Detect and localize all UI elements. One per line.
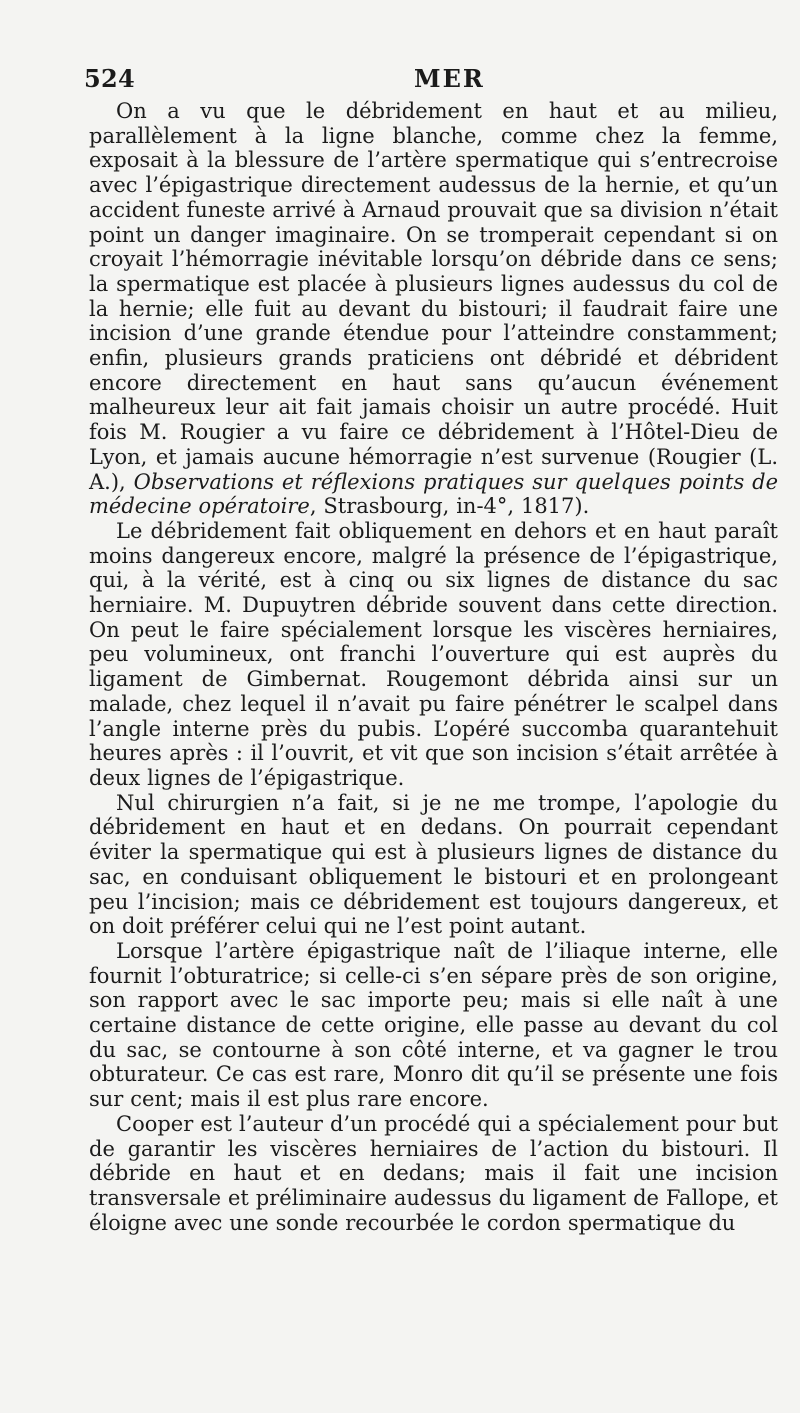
paragraph-1-tail: , Strasbourg, in-4°, 1817). [309,494,590,519]
paragraph-3: Nul chirurgien n’a fait, si je ne me trompe, l’apologie du débridement en haut et en dedans. On pourrait cependant éviter la spermatique qui est à plusieurs lignes de distance du sac, en conduisant obliquement le bistouri et en prolongeant peu l’incision; mais ce débridement est toujours dangereux, et on doit préférer celui qui ne l’est point autant. [89,790,778,939]
paragraph-1 [89,99,778,519]
paragraph-1-italic-citation: Observations et réflexions pratiques sur quelques points de médecine opératoire [89,469,778,519]
running-head: MER [414,64,485,93]
page-number: 524 [84,64,135,93]
paragraph-4: Lorsque l’artère épigastrique naît de l’iliaque interne, elle fournit l’obturatrice; si celle-ci s’en sépare près de son origine, son rapport avec le sac importe peu; mais si elle naît à une certaine distance de cette origine, elle passe au devant du col du sac, se contourne à son côté interne, et va gagner le trou obturateur. Ce cas est rare, Monro dit qu’il se présente une fois sur cent; mais il est plus rare encore. [89,938,778,1112]
body-text [89,99,778,1235]
paragraph-5: Cooper est l’auteur d’un procédé qui a spécialement pour but de garantir les viscères herniaires de l’action du bistouri. Il débride en haut et en dedans; mais il fait une incision transversale et préliminaire audessus du ligament de Fallope, et éloigne avec une sonde recourbée le cordon spermatique du [89,1111,778,1235]
paragraph-1-text: On a vu que le débridement en haut et au milieu, parallèlement à la ligne blanche, comme chez la femme, exposait à la blessure de l’artère spermatique qui s’entrecroise avec l’épigastrique directement audessus de la hernie, et qu’un accident funeste arrivé à Arnaud prouvait que sa division n’était point un danger imaginaire. On se tromperait cependant si on croyait l’hémorragie inévitable lorsqu’on débride dans ce sens; la spermatique est placée à plusieurs lignes audessus du col de la hernie; elle fuit au devant du bistouri; il faudrait faire une incision d’une grande étendue pour l’atteindre constamment; enfin, plusieurs grands praticiens ont débridé et débrident encore directement en haut sans qu’aucun événement malheureux leur ait fait jamais choisir un autre procédé. Huit fois M. Rougier a vu faire ce débridement à l’Hôtel-Dieu de Lyon, et jamais aucune hémorragie n’est survenue (Rougier (L. A.), [89,99,778,494]
page-header [84,63,784,95]
paragraph-2: Le débridement fait obliquement en dehors et en haut paraît moins dangereux encore, malgré la présence de l’épigastrique, qui, à la vérité, est à cinq ou six lignes de distance du sac herniaire. M. Dupuytren débride souvent dans cette direction. On peut le faire spécialement lorsque les viscères herniaires, peu volumineux, ont franchi l’ouverture qui est auprès du ligament de Gimbernat. Rougemont débrida ainsi sur un malade, chez lequel il n’avait pu faire pénétrer le scalpel dans l’angle interne près du pubis. L’opéré succomba quarantehuit heures après : il l’ouvrit, et vit que son incision s’était arrêtée à deux lignes de l’épigastrique. [89,518,778,790]
